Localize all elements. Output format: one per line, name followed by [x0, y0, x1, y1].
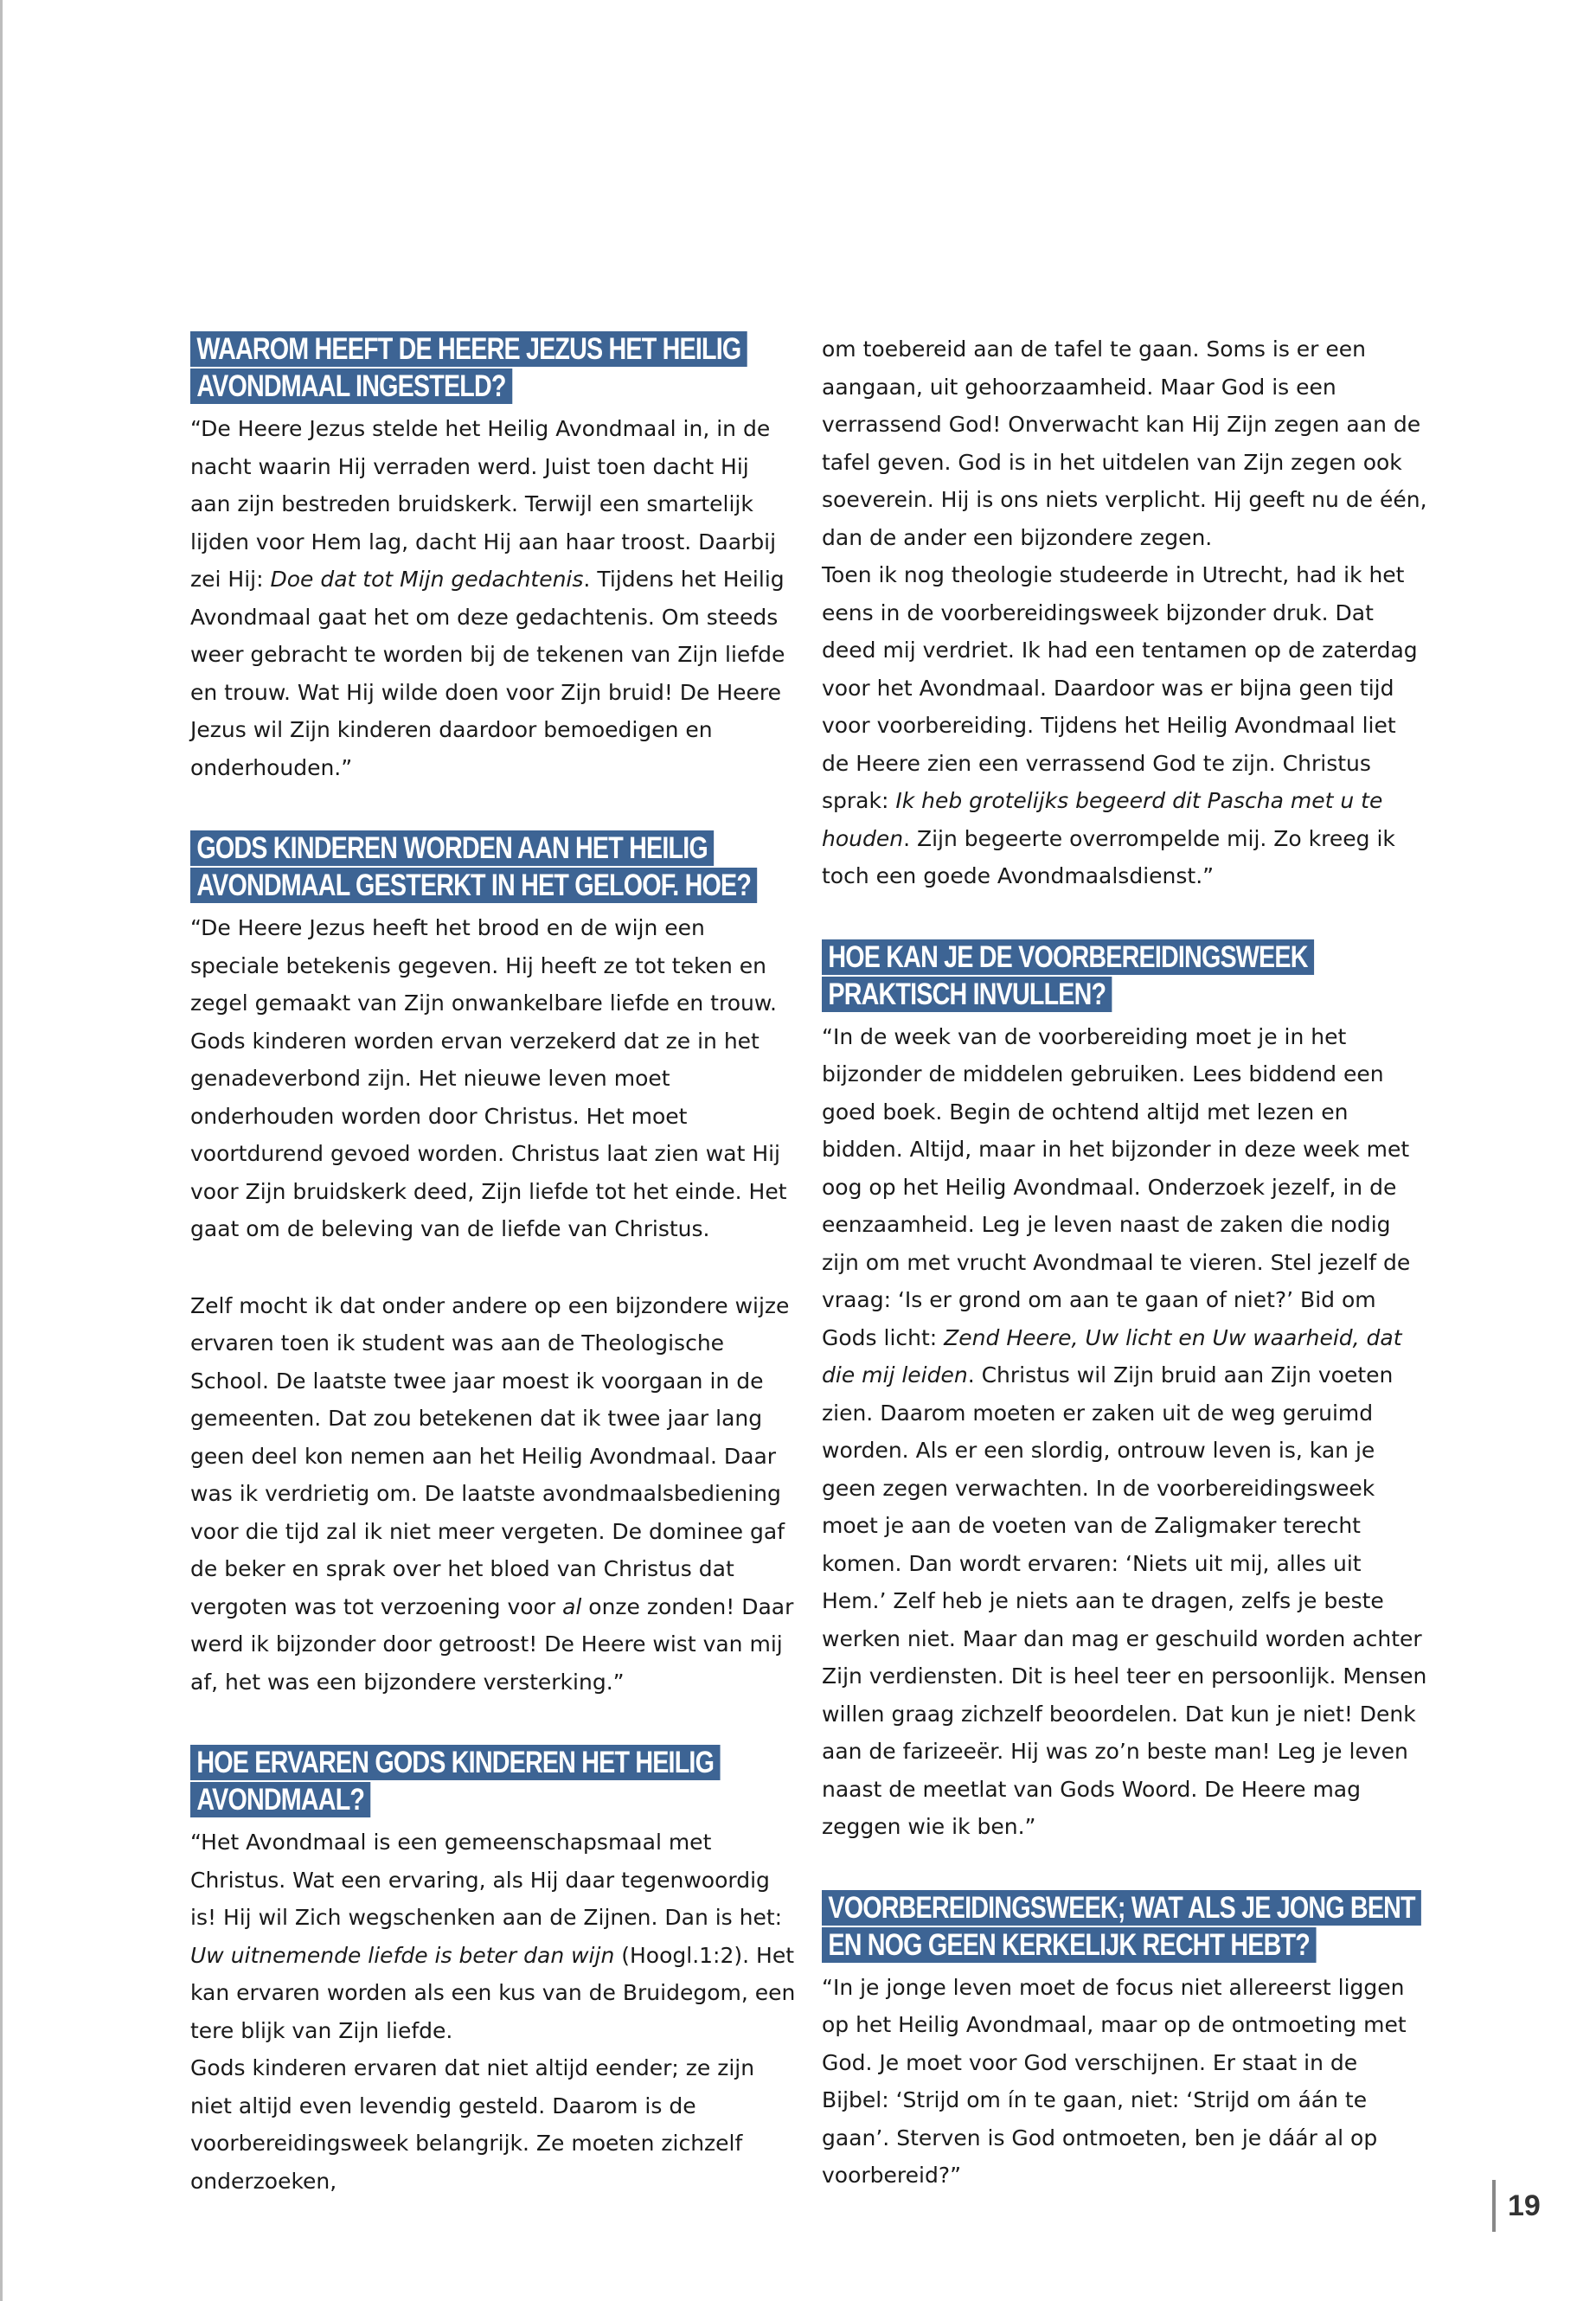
text-run: Zelf mocht ik dat onder andere op een bijzondere wijze ervaren toen ik student was aan de Theologische School. De laatste twee jaar moest ik voorgaan in de gemeenten. Dat zou betekenen dat ik twee jaar lang geen deel kon nemen aan het Heilig Avondmaal. Daar was ik verdrietig om. De laatste avondmaalsbediening voor die tijd zal ik niet meer vergeten. De dominee gaf de beker en sprak over het bloed van Christus dat vergoten was tot verzoening voor — [190, 1292, 790, 1619]
section-heading — [190, 330, 796, 405]
quote-italic: Ik heb grotelijks begeerd dit Pascha met u te houden — [822, 788, 1383, 851]
emphasis-italic: al — [562, 1593, 582, 1619]
right-column — [822, 330, 1427, 2238]
page-edge-rule — [0, 0, 3, 2301]
text-run: “Het Avondmaal is een gemeenschapsmaal met Christus. Wat een ervaring, als Hij daar tegenwoordig is! Hij wil Zich wegschenken aan de Zijnen. Dan is het: — [190, 1830, 783, 1930]
paragraph — [190, 1823, 796, 2049]
quote-italic: Doe dat tot Mijn gedachtenis — [270, 567, 584, 592]
section-heading — [822, 1889, 1427, 1964]
text-run: . Christus wil Zijn bruid aan Zijn voeten zien. Daarom moeten er zaken uit de weg geruimd worden. Als er een slordig, ontrouw leven is, kan je geen zegen verwachten. In de voorbereidingsweek moet je aan de voeten van de Zaligmaker terecht komen. Dan wordt ervaren: ‘Niets uit mij, alles uit Hem.’ Zelf heb je niets aan te dragen, zelfs je beste werken niet. Maar dan mag er geschuild worden achter Zijn verdiensten. Dit is heel teer en persoonlijk. Mensen willen graag zichzelf beoordelen. Dat kun je niet! Denk aan de farizeeër. Hij was zo’n beste man! Leg je leven naast de meetlat van Gods Woord. De Heere mag zeggen wie ik ben.” — [822, 1362, 1427, 1839]
text-run: onze zonden! Daar werd ik bijzonder door getroost! De Heere wist van mij af, het was een bijzondere versterking.” — [190, 1593, 794, 1695]
text-run: Toen ik nog theologie studeerde in Utrecht, had ik het eens in de voorbereidingsweek bijzonder druk. Dat deed mij verdriet. Ik had een tentamen op de zaterdag voor het Avondmaal. Daardoor was er bijna geen tijd voor voorbereiding. Tijdens het Heilig Avondmaal liet de Heere zien een verrassend God te zijn. Christus sprak: — [822, 562, 1418, 813]
heading-text: GODS KINDEREN WORDEN AAN HET HEILIG AVONDMAAL GESTERKT IN HET GELOOF. HOE? — [190, 830, 757, 903]
paragraph: Gods kinderen ervaren dat niet altijd eender; ze zijn niet altijd even levendig gesteld. Daarom is de voorbereidingsweek belangrijk. Ze moeten zichzelf onderzoeken, — [190, 2055, 755, 2194]
section-strengthened — [190, 830, 796, 1701]
quote-italic: Uw uitnemende liefde is beter dan wijn — [190, 1942, 615, 1968]
section-practical — [822, 939, 1427, 1846]
section-body — [822, 1969, 1427, 2195]
section-body — [190, 1823, 796, 2200]
paragraph — [822, 556, 1427, 895]
section-body — [190, 410, 796, 786]
text-run: . Zijn begeerte overrompelde mij. Zo kreeg ik toch een goede Avondmaalsdienst.” — [822, 825, 1395, 888]
section-heading — [190, 1744, 796, 1818]
page-number: 19 — [1492, 2180, 1577, 2232]
heading-text: HOE ERVAREN GODS KINDEREN HET HEILIG AVONDMAAL? — [190, 1745, 720, 1817]
heading-text: HOE KAN JE DE VOORBEREIDINGSWEEK PRAKTISCH INVULLEN? — [822, 939, 1314, 1012]
section-heading — [822, 939, 1427, 1013]
text-run: “De Heere Jezus stelde het Heilig Avondmaal in, in de nacht waarin Hij verraden werd. Juist toen dacht Hij aan zijn bestreden bruidskerk. Terwijl een smartelijk lijden voor Hem lag, dacht Hij aan haar troost. Daarbij zei Hij: — [190, 416, 777, 592]
section-continuation — [822, 330, 1427, 895]
paragraph-gap — [190, 1248, 796, 1287]
section-heading — [190, 830, 796, 904]
paragraph — [190, 410, 796, 786]
paragraph — [190, 1287, 796, 1702]
section-body — [822, 330, 1427, 895]
heading-text: WAAROM HEEFT DE HEERE JEZUS HET HEILIG AVONDMAAL INGESTELD? — [190, 331, 747, 404]
heading-text: VOORBEREIDINGSWEEK; WAT ALS JE JONG BENT EN NOG GEEN KERKELIJK RECHT HEBT? — [822, 1890, 1421, 1963]
quote-italic: Zend Heere, Uw licht en Uw waarheid, dat die mij leiden — [822, 1324, 1402, 1388]
text-run: . Tijdens het Heilig Avondmaal gaat het om deze gedachtenis. Om steeds weer gebracht te worden bij de tekenen van Zijn liefde en trouw. Wat Hij wilde doen voor Zijn bruid! De Heere Jezus wil Zijn kinderen daardoor bemoedigen en onderhouden.” — [190, 567, 785, 780]
section-body — [190, 909, 796, 1701]
paragraph: “In je jonge leven moet de focus niet allereerst liggen op het Heilig Avondmaal, maar op de ontmoeting met God. Je moet voor God verschijnen. Er staat in de Bijbel: ‘Strijd om ín te gaan, niet: ‘Strijd om áán te gaan’. Sterven is God ontmoeten, ben je dáár al op voorbereid?” — [822, 1974, 1407, 2188]
section-body — [822, 1018, 1427, 1846]
section-experience — [190, 1744, 796, 2200]
text-run: (Hoogl.1:2). Het kan ervaren worden als een kus van de Bruidegom, een tere blijk van Zijn liefde. — [190, 1942, 796, 2043]
paragraph: “De Heere Jezus heeft het brood en de wijn een speciale betekenis gegeven. Hij heeft ze tot teken en zegel gemaakt van Zijn onwankelbare liefde en trouw. Gods kinderen worden ervan verzekerd dat ze in het genadeverbond zijn. Het nieuwe leven moet onderhouden worden door Christus. Het moet voortdurend gevoed worden. Christus laat zien wat Hij voor Zijn bruidskerk deed, Zijn liefde tot het einde. Het gaat om de beleving van de liefde van Christus. — [190, 915, 787, 1241]
left-column — [190, 330, 796, 2243]
section-why-instituted — [190, 330, 796, 786]
paragraph: om toebereid aan de tafel te gaan. Soms is er een aangaan, uit gehoorzaamheid. Maar God is een verrassend God! Onverwacht kan Hij Zijn zegen aan de tafel geven. God is in het uitdelen van Zijn zegen ook soeverein. Hij is ons niets verplicht. Hij geeft nu de één, dan de ander een bijzondere zegen. — [822, 336, 1427, 550]
section-young — [822, 1889, 1427, 2195]
text-run: “In de week van de voorbereiding moet je in het bijzonder de middelen gebruiken. Lees biddend een goed boek. Begin de ochtend altijd met lezen en bidden. Altijd, maar in het bijzonder in deze week met oog op het Heilig Avondmaal. Onderzoek jezelf, in de eenzaamheid. Leg je leven naast de zaken die nodig zijn om met vrucht Avondmaal te vieren. Stel jezelf de vraag: ‘Is er grond om aan te gaan of niet?’ Bid om Gods licht: — [822, 1023, 1411, 1350]
paragraph — [822, 1018, 1427, 1846]
